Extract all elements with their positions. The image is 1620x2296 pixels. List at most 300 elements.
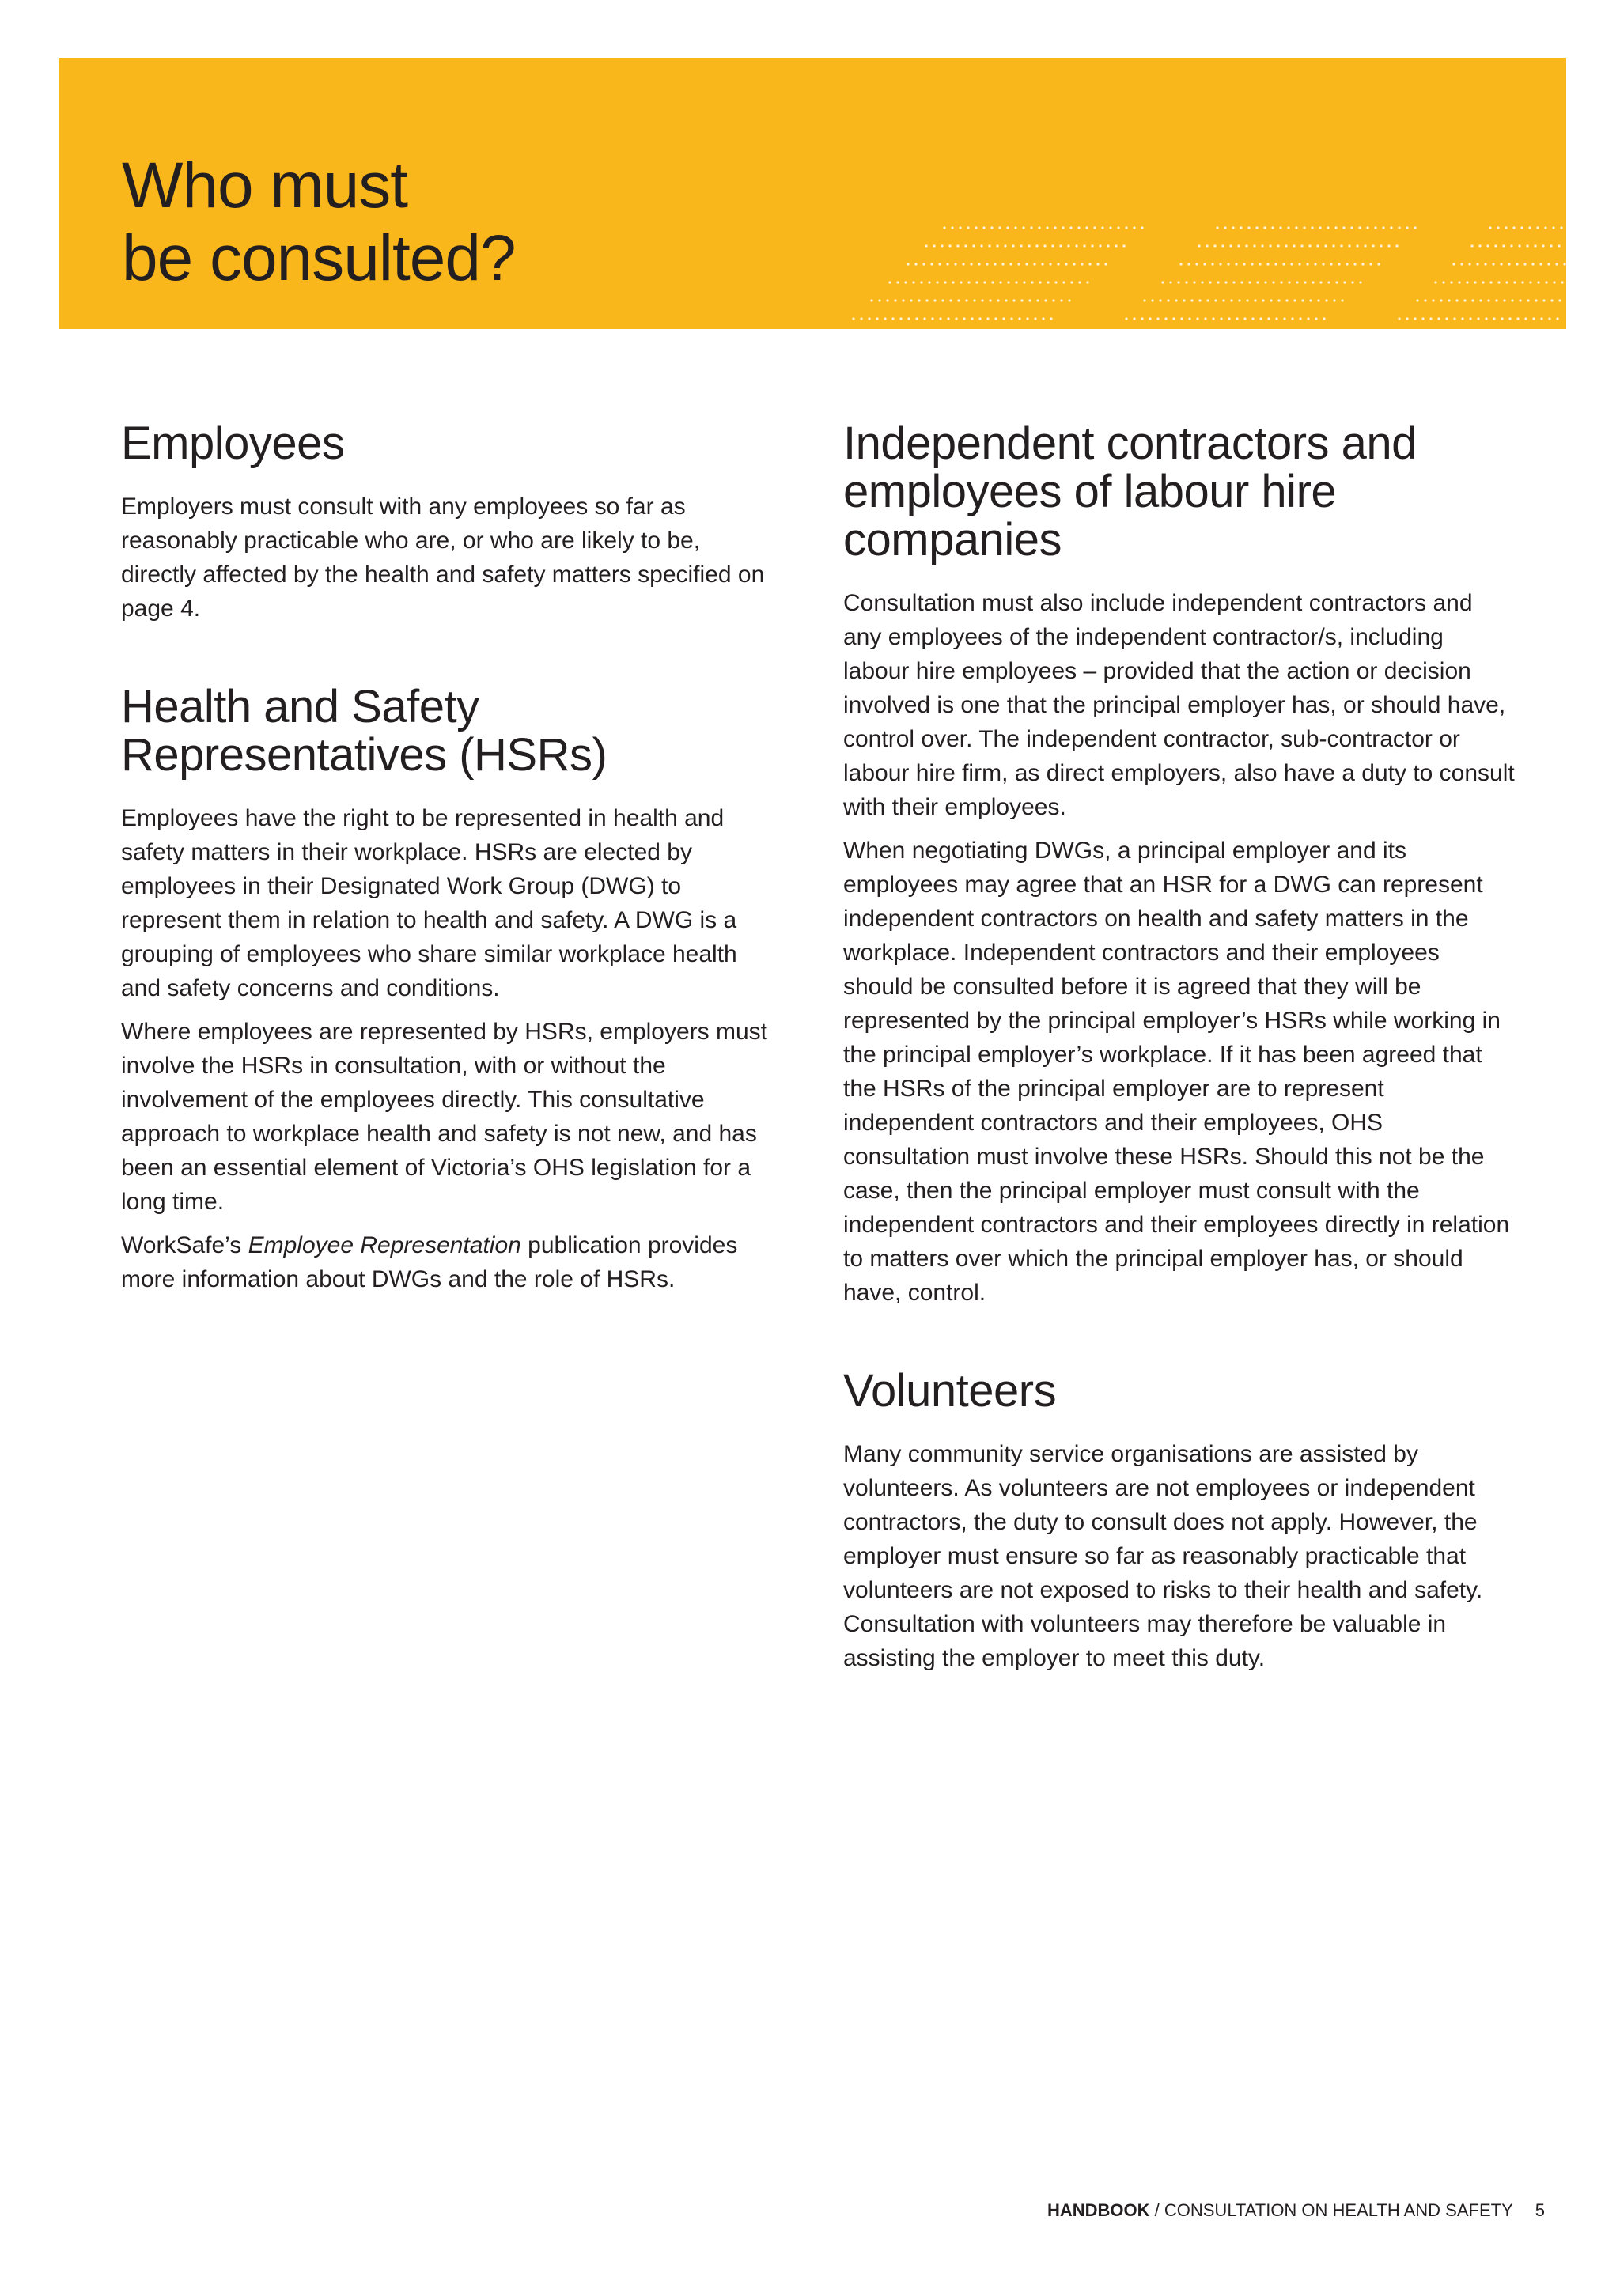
text-run: publication provides more information about DWGs and the role of HSRs. bbox=[121, 1232, 738, 1292]
pattern-dot bbox=[1259, 263, 1261, 265]
pattern-dot bbox=[1271, 226, 1274, 229]
pattern-dot bbox=[1077, 226, 1080, 229]
pattern-dot bbox=[959, 226, 961, 229]
pattern-dot bbox=[1227, 263, 1229, 265]
pattern-dot bbox=[907, 317, 910, 320]
pattern-dot bbox=[1030, 226, 1032, 229]
pattern-dot bbox=[1009, 263, 1012, 265]
pattern-dot bbox=[1083, 244, 1085, 247]
text-run: WorkSafe’s bbox=[121, 1232, 248, 1258]
pattern-dot bbox=[1300, 244, 1303, 247]
pattern-dot bbox=[1380, 244, 1382, 247]
pattern-dot bbox=[936, 281, 938, 283]
pattern-dot bbox=[1018, 317, 1020, 320]
pattern-dot bbox=[1519, 299, 1521, 301]
pattern-dot bbox=[1558, 299, 1561, 301]
section-hsrs bbox=[121, 683, 770, 1296]
pattern-dot bbox=[1091, 244, 1093, 247]
pattern-dot bbox=[1243, 317, 1246, 320]
pattern-dot bbox=[1487, 299, 1489, 301]
pattern-dot bbox=[931, 317, 933, 320]
pattern-dot bbox=[1285, 299, 1288, 301]
pattern-dot bbox=[1251, 263, 1253, 265]
pattern-dot bbox=[1213, 244, 1216, 247]
pattern-dot bbox=[1470, 244, 1473, 247]
pattern-dot bbox=[1246, 299, 1248, 301]
pattern-dot bbox=[1485, 317, 1487, 320]
pattern-dot bbox=[896, 281, 899, 283]
pattern-dot bbox=[1548, 317, 1550, 320]
pattern-dot bbox=[1351, 281, 1353, 283]
pattern-dot bbox=[1424, 299, 1426, 301]
pattern-dot bbox=[1309, 299, 1312, 301]
pattern-dot bbox=[907, 263, 909, 265]
pattern-dot bbox=[1520, 226, 1523, 229]
pattern-dot bbox=[1323, 317, 1325, 320]
pattern-dot bbox=[997, 299, 999, 301]
pattern-dot bbox=[951, 226, 953, 229]
pattern-dot bbox=[1529, 281, 1531, 283]
pattern-dot bbox=[1057, 263, 1059, 265]
pattern-dot bbox=[1143, 299, 1145, 301]
pattern-dot bbox=[1006, 226, 1009, 229]
pattern-dot bbox=[1232, 281, 1235, 283]
pattern-dot bbox=[1101, 226, 1103, 229]
pattern-dot bbox=[1010, 317, 1012, 320]
pattern-dot bbox=[1324, 244, 1327, 247]
pattern-dot bbox=[973, 299, 975, 301]
pattern-dot bbox=[1353, 263, 1356, 265]
pattern-dot bbox=[1350, 226, 1353, 229]
pattern-dot bbox=[1088, 263, 1091, 265]
pattern-dot bbox=[1017, 263, 1020, 265]
pattern-dot bbox=[1117, 226, 1119, 229]
pattern-dot bbox=[1269, 244, 1271, 247]
pattern-dot bbox=[982, 226, 985, 229]
pattern-dot bbox=[1070, 281, 1073, 283]
pattern-dot bbox=[1505, 226, 1507, 229]
pattern-dot bbox=[1275, 317, 1277, 320]
pattern-dot bbox=[1081, 263, 1083, 265]
pattern-dot bbox=[941, 244, 943, 247]
pattern-dot bbox=[1552, 226, 1554, 229]
pattern-dot bbox=[1237, 244, 1240, 247]
pattern-dot bbox=[1075, 244, 1077, 247]
pattern-dot bbox=[1238, 299, 1240, 301]
pattern-dot bbox=[1005, 299, 1007, 301]
pattern-dot bbox=[1169, 281, 1171, 283]
pattern-dot bbox=[1044, 299, 1047, 301]
pattern-dot bbox=[1325, 299, 1327, 301]
pattern-dot bbox=[1188, 317, 1190, 320]
pattern-dot bbox=[1282, 263, 1285, 265]
pattern-dot bbox=[902, 299, 904, 301]
paragraph: Employers must consult with any employees so far as reasonably practicable who are, or who are likely to be, directly affected by the health and safety matters specified on page 4. bbox=[121, 494, 765, 622]
pattern-dot bbox=[1156, 317, 1159, 320]
pattern-dot bbox=[1096, 263, 1099, 265]
pattern-dot bbox=[1319, 226, 1321, 229]
pattern-dot bbox=[1247, 226, 1250, 229]
pattern-dot bbox=[1036, 299, 1039, 301]
pattern-dot bbox=[1340, 244, 1342, 247]
pattern-dot bbox=[967, 281, 970, 283]
pattern-dot bbox=[920, 281, 922, 283]
section-volunteers bbox=[843, 1367, 1516, 1675]
pattern-dot bbox=[1204, 317, 1206, 320]
pattern-dot bbox=[1395, 244, 1398, 247]
pattern-dot bbox=[1372, 244, 1374, 247]
pattern-dot bbox=[1299, 317, 1301, 320]
pattern-dot bbox=[1172, 317, 1175, 320]
pattern-dot bbox=[1358, 226, 1361, 229]
pattern-dot bbox=[975, 226, 977, 229]
pattern-dot bbox=[954, 263, 956, 265]
pattern-dot bbox=[1193, 281, 1195, 283]
pattern-dot bbox=[1266, 263, 1269, 265]
pattern-dot bbox=[1211, 263, 1213, 265]
pattern-dot bbox=[1526, 244, 1528, 247]
pattern-dot bbox=[1468, 263, 1470, 265]
pattern-dot bbox=[955, 317, 957, 320]
pattern-dot bbox=[914, 263, 917, 265]
pattern-dot bbox=[1387, 244, 1390, 247]
pattern-dot bbox=[1020, 299, 1023, 301]
pattern-dot bbox=[1406, 317, 1408, 320]
pattern-dot bbox=[1512, 226, 1515, 229]
pattern-dot bbox=[1159, 299, 1161, 301]
pattern-dot bbox=[1511, 299, 1513, 301]
pattern-dot bbox=[990, 226, 993, 229]
pattern-dot bbox=[1190, 299, 1193, 301]
pattern-dot bbox=[998, 226, 1001, 229]
pattern-dot bbox=[1544, 226, 1546, 229]
pattern-dot bbox=[1500, 263, 1502, 265]
pattern-dot bbox=[1308, 244, 1311, 247]
pattern-dot bbox=[1563, 263, 1565, 265]
pattern-dot bbox=[1277, 244, 1279, 247]
pattern-dot bbox=[1149, 317, 1151, 320]
pattern-dot bbox=[1359, 281, 1361, 283]
pattern-dot bbox=[1298, 263, 1300, 265]
pattern-dot bbox=[967, 226, 969, 229]
pattern-dot bbox=[1432, 299, 1434, 301]
pattern-dot bbox=[1291, 317, 1293, 320]
pattern-dot bbox=[1023, 281, 1025, 283]
pattern-dot bbox=[1235, 263, 1237, 265]
pattern-dot bbox=[1341, 299, 1343, 301]
pattern-dot bbox=[1039, 281, 1041, 283]
pattern-dot bbox=[1183, 299, 1185, 301]
pattern-dot bbox=[983, 281, 986, 283]
pattern-dot bbox=[1540, 317, 1542, 320]
pattern-dot bbox=[910, 299, 912, 301]
pattern-dot bbox=[952, 281, 954, 283]
pattern-dot bbox=[988, 244, 990, 247]
pattern-dot bbox=[962, 263, 964, 265]
pattern-dot bbox=[1212, 317, 1214, 320]
pattern-dot bbox=[1261, 244, 1263, 247]
pattern-dot bbox=[884, 317, 886, 320]
pattern-dot bbox=[1051, 244, 1054, 247]
paragraph: Consultation must also include independent contractors and any employees of the independent contractor/s, including labour hire employees – provided that the action or decision involved is one that the principal employer has, or should have, control over. The independent contractor, sub-contractor or labour hire firm, as direct employers, also have a duty to consult with their employees. bbox=[843, 590, 1515, 820]
pattern-dot bbox=[1228, 317, 1230, 320]
pattern-dot bbox=[1333, 299, 1335, 301]
pattern-dot bbox=[1028, 299, 1031, 301]
footer-publication: HANDBOOK bbox=[1047, 2200, 1150, 2220]
pattern-dot bbox=[1534, 244, 1536, 247]
pattern-dot bbox=[1486, 244, 1489, 247]
pattern-dot bbox=[1307, 317, 1309, 320]
pattern-dot bbox=[1374, 226, 1376, 229]
pattern-dot bbox=[972, 244, 975, 247]
pattern-dot bbox=[1069, 226, 1072, 229]
pattern-dot bbox=[1086, 281, 1088, 283]
pattern-dot bbox=[1107, 244, 1109, 247]
pattern-dot bbox=[1521, 281, 1523, 283]
paragraph: Where employees are represented by HSRs, employers must involve the HSRs in consultation, with or without the involvement of the employees directly. This consultative approach to workplace health and safety is not new, and has been an essential element of Victoria’s OHS legislation for a long time. bbox=[121, 1019, 768, 1215]
pattern-dot bbox=[1004, 244, 1006, 247]
pattern-dot bbox=[1109, 226, 1111, 229]
pattern-dot bbox=[956, 244, 959, 247]
pattern-dot bbox=[1421, 317, 1424, 320]
pattern-dot bbox=[868, 317, 870, 320]
pattern-dot bbox=[1469, 317, 1471, 320]
pattern-dot bbox=[1041, 263, 1043, 265]
pattern-dot bbox=[1141, 226, 1143, 229]
pattern-dot bbox=[912, 281, 914, 283]
pattern-dot bbox=[1206, 244, 1208, 247]
pattern-dot bbox=[1319, 281, 1322, 283]
pattern-dot bbox=[1364, 244, 1366, 247]
pattern-dot bbox=[1164, 317, 1167, 320]
pattern-dot bbox=[1206, 299, 1209, 301]
pattern-dot bbox=[1463, 299, 1466, 301]
pattern-dot bbox=[1203, 263, 1206, 265]
pattern-dot bbox=[947, 317, 949, 320]
pattern-dot bbox=[1382, 226, 1384, 229]
paragraph: Employees have the right to be represented in health and safety matters in their workplace. HSRs are elected by employees in their Designated Work Group (DWG) to represent them in relation to health and safety. A DWG is a grouping of employees who share similar workplace health and safety concerns and conditions. bbox=[121, 805, 737, 1001]
pattern-dot bbox=[1550, 299, 1553, 301]
pattern-dot bbox=[1406, 226, 1408, 229]
pattern-dot bbox=[894, 299, 896, 301]
pattern-dot bbox=[1020, 244, 1022, 247]
pattern-dot bbox=[1201, 281, 1203, 283]
pattern-dot bbox=[1280, 281, 1282, 283]
pattern-dot bbox=[1555, 263, 1558, 265]
pattern-dot bbox=[1537, 281, 1539, 283]
pattern-dot bbox=[1034, 317, 1036, 320]
pattern-dot bbox=[1479, 299, 1482, 301]
pattern-dot bbox=[1495, 299, 1497, 301]
pattern-dot bbox=[1179, 263, 1182, 265]
left-column bbox=[121, 419, 770, 1353]
pattern-dot bbox=[1038, 226, 1040, 229]
pattern-dot bbox=[978, 317, 981, 320]
pattern-dot bbox=[1450, 281, 1452, 283]
pattern-dot bbox=[1440, 299, 1442, 301]
pattern-dot bbox=[957, 299, 960, 301]
pattern-dot bbox=[1177, 281, 1179, 283]
pattern-dot bbox=[1259, 317, 1262, 320]
pattern-dot bbox=[1327, 226, 1329, 229]
pattern-dot bbox=[986, 263, 988, 265]
pattern-dot bbox=[1198, 244, 1200, 247]
pattern-dot bbox=[965, 299, 967, 301]
pattern-dot bbox=[1052, 299, 1054, 301]
pattern-dot bbox=[960, 281, 962, 283]
pattern-dot bbox=[1133, 317, 1135, 320]
pattern-dot bbox=[1542, 299, 1545, 301]
pattern-dot bbox=[1416, 299, 1418, 301]
page-title-line-1: Who must bbox=[122, 149, 408, 221]
section-heading-contractors: Independent contractors and employees of labour hire companies bbox=[843, 418, 1417, 565]
pattern-dot bbox=[1025, 263, 1028, 265]
pattern-dot bbox=[925, 244, 927, 247]
pattern-dot bbox=[1104, 263, 1107, 265]
pattern-dot bbox=[1187, 263, 1190, 265]
pattern-dot bbox=[1437, 317, 1440, 320]
pattern-dot bbox=[878, 299, 880, 301]
pattern-dot bbox=[860, 317, 862, 320]
pattern-dot bbox=[1033, 263, 1035, 265]
pattern-dot bbox=[1429, 317, 1432, 320]
pattern-dot bbox=[1545, 281, 1547, 283]
pattern-dot bbox=[1414, 317, 1416, 320]
pattern-dot bbox=[986, 317, 989, 320]
pattern-dot bbox=[1031, 281, 1033, 283]
pattern-dot bbox=[1060, 299, 1062, 301]
pattern-dot bbox=[1369, 263, 1372, 265]
pattern-dot bbox=[1398, 226, 1400, 229]
pattern-dot bbox=[1073, 263, 1075, 265]
pattern-dot bbox=[939, 317, 941, 320]
pattern-dot bbox=[1287, 226, 1289, 229]
pattern-dot bbox=[1510, 244, 1512, 247]
pattern-dot bbox=[971, 317, 973, 320]
pattern-dot bbox=[1356, 244, 1358, 247]
pattern-dot bbox=[980, 244, 982, 247]
pattern-dot bbox=[1022, 226, 1024, 229]
pattern-dot bbox=[1285, 244, 1287, 247]
pattern-dot bbox=[1558, 244, 1560, 247]
pattern-dot bbox=[1476, 263, 1478, 265]
pattern-dot bbox=[1068, 299, 1070, 301]
pattern-dot bbox=[1335, 281, 1338, 283]
pattern-dot bbox=[994, 263, 996, 265]
pattern-dot bbox=[891, 317, 894, 320]
pattern-dot bbox=[981, 299, 983, 301]
pattern-dot bbox=[1477, 317, 1479, 320]
pattern-dot bbox=[1455, 299, 1458, 301]
pattern-dot bbox=[1531, 263, 1534, 265]
pattern-dot bbox=[1220, 317, 1222, 320]
pattern-dot bbox=[1125, 226, 1127, 229]
section-heading-employees: Employees bbox=[121, 418, 345, 469]
pattern-dot bbox=[1125, 317, 1127, 320]
pattern-dot bbox=[1185, 281, 1187, 283]
pattern-dot bbox=[1442, 281, 1444, 283]
pattern-dot bbox=[1047, 281, 1049, 283]
pattern-dot bbox=[1452, 263, 1455, 265]
pattern-dot bbox=[1198, 299, 1201, 301]
pattern-dot bbox=[1219, 263, 1221, 265]
pattern-dot bbox=[1460, 263, 1463, 265]
pattern-dot bbox=[876, 317, 878, 320]
pattern-dot bbox=[904, 281, 907, 283]
pattern-dot bbox=[1516, 317, 1519, 320]
pattern-dot bbox=[888, 281, 891, 283]
pattern-dot bbox=[1505, 281, 1508, 283]
pattern-dot bbox=[1414, 226, 1416, 229]
pattern-dot bbox=[1141, 317, 1143, 320]
pattern-dot bbox=[923, 317, 925, 320]
pattern-dot bbox=[1528, 226, 1531, 229]
pattern-dot bbox=[1256, 281, 1259, 283]
pattern-dot bbox=[1196, 317, 1198, 320]
paragraph: Many community service organisations are assisted by volunteers. As volunteers are not employees or independent contractors, the duty to consult does not apply. However, the employer must ensure so far as reasonably practicable that volunteers are not exposed to risks to their health and safety. Consultation with volunteers may therefore be valuable in assisting the employer to meet this duty. bbox=[843, 1441, 1483, 1671]
pattern-dot bbox=[989, 299, 991, 301]
pattern-dot bbox=[1224, 281, 1227, 283]
pattern-dot bbox=[1054, 281, 1057, 283]
section-contractors bbox=[843, 419, 1516, 1310]
pattern-dot bbox=[1398, 317, 1400, 320]
pattern-dot bbox=[1493, 317, 1495, 320]
pattern-dot bbox=[870, 299, 872, 301]
pattern-dot bbox=[1014, 226, 1016, 229]
page-title bbox=[122, 149, 516, 295]
pattern-dot bbox=[970, 263, 972, 265]
pattern-dot bbox=[1489, 281, 1492, 283]
pattern-dot bbox=[946, 263, 948, 265]
pattern-dot bbox=[1445, 317, 1448, 320]
pattern-dot bbox=[944, 281, 946, 283]
pattern-dot bbox=[1180, 317, 1183, 320]
pattern-dot bbox=[1015, 281, 1017, 283]
pattern-dot bbox=[949, 299, 952, 301]
pattern-dot bbox=[941, 299, 944, 301]
pattern-dot bbox=[1054, 226, 1056, 229]
pattern-dot bbox=[1306, 263, 1308, 265]
pattern-dot bbox=[886, 299, 888, 301]
pattern-dot bbox=[1221, 244, 1224, 247]
pattern-dot bbox=[1516, 263, 1518, 265]
pattern-dot bbox=[1049, 263, 1051, 265]
pattern-dot bbox=[1501, 317, 1503, 320]
pattern-dot bbox=[1288, 281, 1290, 283]
pattern-dot bbox=[999, 281, 1001, 283]
pattern-dot bbox=[852, 317, 854, 320]
pattern-dot bbox=[1478, 244, 1481, 247]
pattern-dot bbox=[1236, 317, 1238, 320]
pattern-dot bbox=[1028, 244, 1030, 247]
pattern-dot bbox=[1062, 281, 1065, 283]
pattern-dot bbox=[1296, 281, 1298, 283]
pattern-dot bbox=[948, 244, 951, 247]
pattern-dot bbox=[1311, 226, 1313, 229]
page-number: 5 bbox=[1535, 2200, 1545, 2220]
pattern-dot bbox=[1343, 281, 1346, 283]
pattern-dot bbox=[978, 263, 980, 265]
section-employees bbox=[121, 419, 770, 626]
pattern-dot bbox=[975, 281, 978, 283]
pattern-dot bbox=[1293, 244, 1295, 247]
right-column bbox=[843, 419, 1516, 1732]
pattern-dot bbox=[1230, 299, 1232, 301]
pattern-dot bbox=[1542, 244, 1544, 247]
pattern-dot bbox=[1458, 281, 1460, 283]
pattern-dot bbox=[1167, 299, 1169, 301]
pattern-dot bbox=[1327, 281, 1330, 283]
